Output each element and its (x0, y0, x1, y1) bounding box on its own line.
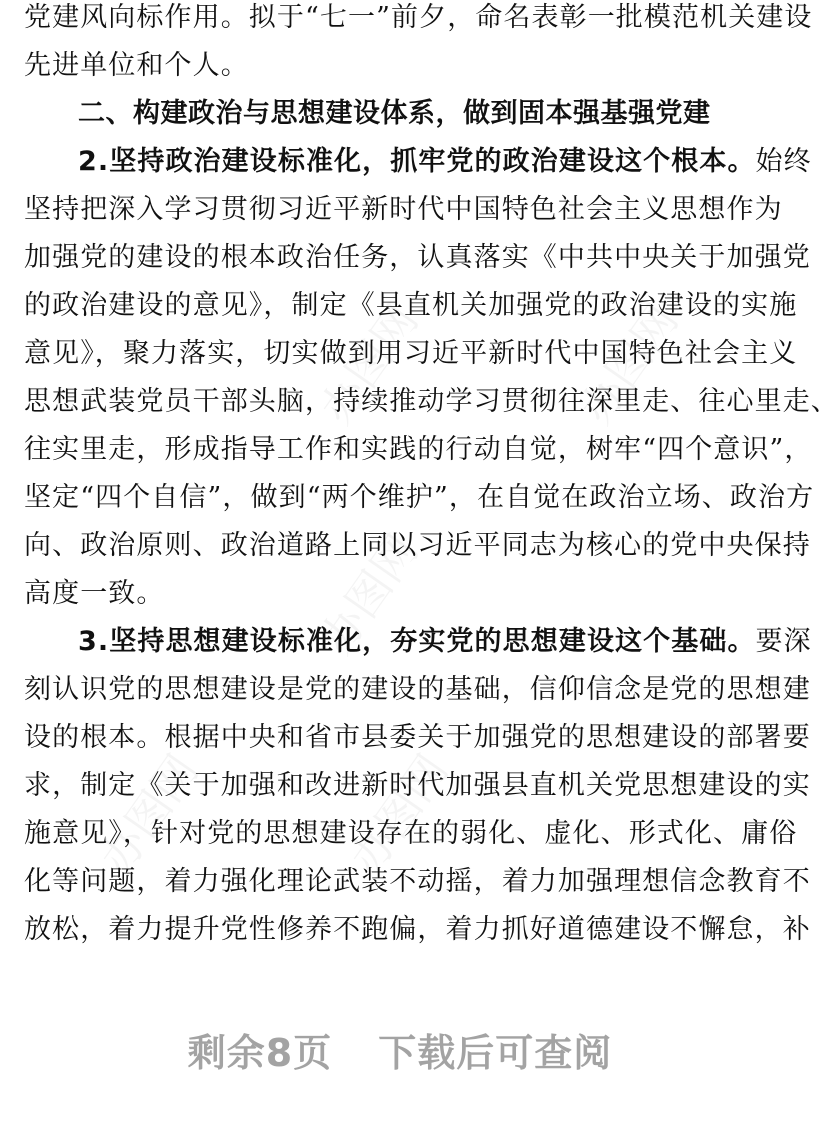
body-text-line: 往实里走，形成指导工作和实践的行动自觉，树牢“四个意识”， (24, 434, 813, 465)
paragraph-lead: 2.坚持政治建设标准化，抓牢党的政治建设这个根本。 (78, 146, 756, 177)
remaining-pages-label: 剩余8页 (187, 1031, 333, 1075)
body-text-line: 设的根本。根据中央和省市县委关于加强党的思想建设的部署要 (24, 722, 811, 753)
body-text-line: 坚定“四个自信”，做到“两个维护”，在自觉在政治立场、政治方 (24, 482, 815, 513)
paragraph-lead: 3.坚持思想建设标准化，夯实党的思想建设这个基础。 (78, 626, 756, 657)
body-text-line: 坚持把深入学习贯彻习近平新时代中国特色社会主义思想作为 (24, 194, 783, 225)
body-text-line: 刻认识党的思想建设是党的建设的基础，信仰信念是党的思想建 (24, 674, 811, 705)
body-text-line: 施意见》，针对党的思想建设存在的弱化、虚化、形式化、庸俗 (24, 818, 798, 849)
body-text-line: 求，制定《关于加强和改进新时代加强县直机关党思想建设的实 (24, 770, 811, 801)
watermark (332, 740, 460, 885)
body-text-line: 先进单位和个人。 (24, 50, 249, 81)
body-text-line: 放松，着力提升党性修养不跑偏，着力抓好道德建设不懈怠，补 (24, 914, 811, 945)
body-text-line: 意见》，聚力落实，切实做到用习近平新时代中国特色社会主义 (24, 338, 798, 369)
body-text-line: 加强党的建设的根本政治任务，认真落实《中共中央关于加强党 (24, 242, 811, 273)
download-prompt-label: 下载后可查阅 (378, 1031, 613, 1075)
body-text-line: 的政治建设的意见》，制定《县直机关加强党的政治建设的实施 (24, 290, 798, 321)
body-text: 始终 (755, 146, 812, 177)
body-text-line: 高度一致。 (24, 578, 165, 609)
paragraph-lead-line (78, 144, 812, 180)
body-text-line: 思想武装党员干部头脑，持续推动学习贯彻往深里走、往心里走、 (24, 386, 839, 417)
watermark (82, 740, 210, 885)
section-heading: 二、构建政治与思想建设体系，做到固本强基强党建 (78, 98, 711, 129)
body-text-line: 向、政治原则、政治道路上同以习近平同志为核心的党中央保持 (24, 530, 811, 561)
download-to-read-banner[interactable] (0, 1022, 800, 1077)
body-text: 要深 (755, 626, 812, 657)
body-text-line: 党建风向标作用。拟于“七一”前夕，命名表彰一批模范机关建设 (24, 2, 813, 33)
body-text-line: 化等问题，着力强化理论武装不动摇，着力加强理想信念教育不 (24, 866, 811, 897)
paragraph-lead-line (78, 624, 812, 660)
